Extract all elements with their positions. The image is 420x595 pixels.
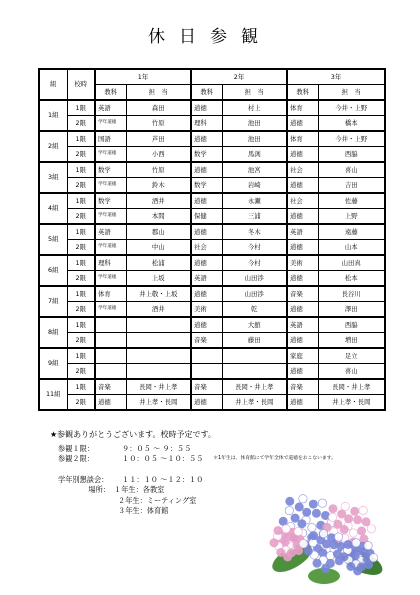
teacher-cell: 上坂 — [126, 271, 191, 287]
subject-cell: 道徳 — [191, 162, 222, 178]
teacher-cell: 池田 — [222, 116, 287, 132]
subject-cell: 美術 — [287, 255, 318, 271]
empty-cell — [126, 348, 191, 364]
table-row — [39, 379, 385, 395]
period-label: 1限 — [67, 348, 95, 364]
subject-cell: 学年道徳 — [95, 271, 126, 287]
subject-cell: 国語 — [95, 131, 126, 147]
teacher-cell: 鈴木 — [126, 178, 191, 194]
page-title: 休日参観 — [148, 27, 272, 47]
hydrangea-floret — [283, 553, 291, 561]
subject-cell: 美術 — [191, 302, 222, 318]
empty-cell — [126, 317, 191, 333]
header-tanto: 担 当 — [126, 85, 191, 101]
header-grade-1: 1年 — [95, 69, 191, 85]
teacher-cell: 森田 — [126, 100, 191, 116]
teacher-cell: 西脇 — [318, 147, 385, 163]
subject-cell: 道徳 — [191, 193, 222, 209]
subject-cell: 体育 — [287, 100, 318, 116]
table-row — [39, 333, 385, 349]
empty-cell — [95, 364, 126, 380]
teacher-cell: 山田渉 — [222, 286, 287, 302]
hydrangea-floret — [349, 529, 357, 537]
subject-cell: 道徳 — [287, 178, 318, 194]
hydrangea-floret — [285, 506, 293, 514]
teacher-cell: 長岡・井上孝 — [126, 379, 191, 395]
subject-cell: 学年道徳 — [95, 302, 126, 318]
teacher-cell: 郡山 — [126, 224, 191, 240]
teacher-cell: 西脇 — [318, 317, 385, 333]
subject-cell: 音楽 — [95, 379, 126, 395]
period-2-time: １０：０５ ～１０：５５ — [122, 454, 204, 463]
subject-cell: 社会 — [191, 240, 222, 256]
period-label: 2限 — [67, 178, 95, 194]
subject-cell: 理科 — [191, 116, 222, 132]
class-label: 5組 — [39, 224, 67, 255]
class-label: 2組 — [39, 131, 67, 162]
period-label: 1限 — [67, 317, 95, 333]
subject-cell: 道徳 — [287, 116, 318, 132]
hydrangea-floret — [369, 554, 377, 562]
table-row — [39, 162, 385, 178]
header-grade-2: 2年 — [191, 69, 287, 85]
empty-cell — [95, 333, 126, 349]
place-grade-1: １年生：各教室 — [114, 485, 165, 494]
teacher-cell: 橋本 — [318, 116, 385, 132]
subject-cell: 道徳 — [287, 240, 318, 256]
table-row — [39, 147, 385, 163]
teacher-cell: 三浦 — [222, 209, 287, 225]
teacher-cell: 小西 — [126, 147, 191, 163]
hydrangea-floret — [309, 531, 317, 539]
meeting-label: 学年別懇談会： — [58, 474, 109, 484]
teacher-cell: 本間 — [126, 209, 191, 225]
hydrangea-floret — [321, 564, 329, 572]
subject-cell: 学年道徳 — [95, 147, 126, 163]
teacher-cell: 喜山 — [318, 364, 385, 380]
subject-cell: 英語 — [191, 271, 222, 287]
teacher-cell: 長岡・井上孝 — [318, 379, 385, 395]
period-label: 1限 — [67, 379, 95, 395]
period-label: 1限 — [67, 193, 95, 209]
class-label: 1組 — [39, 100, 67, 131]
subject-cell: 英語 — [287, 224, 318, 240]
class-label: 6組 — [39, 255, 67, 286]
table-row — [39, 193, 385, 209]
subject-cell: 数学 — [95, 193, 126, 209]
table-row — [39, 131, 385, 147]
class-label: 11組 — [39, 379, 67, 410]
subject-cell: 道徳 — [191, 395, 222, 411]
hydrangea-floret — [319, 530, 327, 538]
place-grade-3: ３年生：体育館 — [118, 506, 169, 515]
hydrangea-floret — [364, 541, 372, 549]
hydrangea-floret — [274, 526, 282, 534]
subject-cell: 体育 — [95, 286, 126, 302]
hydrangea-floret — [303, 508, 311, 516]
teacher-cell: 増田 — [318, 333, 385, 349]
subject-cell: 学年道徳 — [95, 178, 126, 194]
header-kyoka: 教科 — [191, 85, 222, 101]
hydrangea-floret — [279, 517, 287, 525]
period-label: 1限 — [67, 162, 95, 178]
teacher-cell: 長岡・井上孝 — [222, 379, 287, 395]
teacher-cell: 池宮 — [222, 162, 287, 178]
teacher-cell: 喜山 — [318, 162, 385, 178]
teacher-cell: 長谷川 — [318, 286, 385, 302]
table-row — [39, 271, 385, 287]
hydrangea-floret — [341, 502, 349, 510]
hydrangea-floret — [291, 514, 299, 522]
teacher-cell: 澤田 — [318, 302, 385, 318]
subject-cell: 数学 — [95, 162, 126, 178]
hydrangea-floret — [359, 506, 367, 514]
subject-cell: 学年道徳 — [95, 209, 126, 225]
table-row — [39, 209, 385, 225]
hydrangea-floret — [308, 523, 316, 531]
hydrangea-floret — [313, 559, 321, 567]
hydrangea-floret — [340, 553, 348, 561]
empty-cell — [191, 364, 222, 380]
subject-cell: 道徳 — [287, 209, 318, 225]
class-label: 4組 — [39, 193, 67, 224]
subject-cell: 音楽 — [191, 333, 222, 349]
hydrangea-floret — [328, 513, 336, 521]
table-row — [39, 286, 385, 302]
subject-cell: 社会 — [287, 193, 318, 209]
header-koji: 校時 — [67, 69, 95, 100]
period-label: 2限 — [67, 395, 95, 411]
hydrangea-floret — [362, 518, 370, 526]
class-label: 8組 — [39, 317, 67, 348]
hydrangea-floret — [298, 520, 306, 528]
subject-cell: 道徳 — [95, 395, 126, 411]
hydrangea-floret — [334, 533, 342, 541]
table-row — [39, 302, 385, 318]
teacher-cell: 井上孝・長岡 — [318, 395, 385, 411]
teacher-cell: 芦田 — [126, 131, 191, 147]
period-label: 1限 — [67, 286, 95, 302]
teacher-cell: 遠藤 — [318, 224, 385, 240]
subject-cell: 道徳 — [191, 255, 222, 271]
hydrangea-illustration — [262, 480, 390, 588]
hydrangea-floret — [286, 497, 294, 505]
place-label: 場所： — [88, 485, 110, 494]
period-label: 2限 — [67, 333, 95, 349]
teacher-cell: 井上孝・長岡 — [126, 395, 191, 411]
hydrangea-floret — [304, 547, 312, 555]
hydrangea-floret — [344, 540, 352, 548]
subject-cell: 保健 — [191, 209, 222, 225]
subject-cell: 道徳 — [287, 395, 318, 411]
hydrangea-floret — [299, 495, 307, 503]
subject-cell: 社会 — [287, 162, 318, 178]
place-grade-2: ２年生：ミーティング室 — [118, 495, 197, 505]
teacher-cell: 冬木 — [222, 224, 287, 240]
subject-cell: 数学 — [191, 178, 222, 194]
subject-cell: 道徳 — [287, 364, 318, 380]
table-row — [39, 395, 385, 411]
class-label: 9組 — [39, 348, 67, 379]
hydrangea-floret — [352, 539, 360, 547]
hydrangea-floret — [312, 509, 320, 517]
table-row — [39, 224, 385, 240]
teacher-cell: 井上敬・上坂 — [126, 286, 191, 302]
table-row — [39, 178, 385, 194]
hydrangea-floret — [338, 510, 346, 518]
teacher-cell: 今井・上野 — [318, 100, 385, 116]
period-2-footnote: ＊1年生は、体育館にて学年全体で道徳をおこないます。 — [213, 456, 336, 461]
subject-cell: 道徳 — [191, 131, 222, 147]
teacher-cell: 山田渉 — [222, 271, 287, 287]
teacher-cell: 松本 — [318, 271, 385, 287]
hydrangea-floret — [309, 500, 317, 508]
teacher-cell: 酒井 — [126, 302, 191, 318]
empty-cell — [222, 348, 287, 364]
subject-cell: 英語 — [95, 100, 126, 116]
subject-cell: 音楽 — [287, 379, 318, 395]
teacher-cell: 乾 — [222, 302, 287, 318]
hydrangea-floret — [351, 507, 359, 515]
meeting-time: １１：１０ ～１２：１０ — [122, 474, 204, 484]
subject-cell: 道徳 — [287, 271, 318, 287]
header-kumi: 組 — [39, 69, 67, 100]
period-label: 1限 — [67, 224, 95, 240]
period-label: 2限 — [67, 240, 95, 256]
period-label: 2限 — [67, 364, 95, 380]
period-label: 2限 — [67, 302, 95, 318]
hydrangea-floret — [353, 567, 361, 575]
table-row — [39, 317, 385, 333]
header-kyoka: 教科 — [95, 85, 126, 101]
teacher-cell: 足立 — [318, 348, 385, 364]
teacher-cell: 村上 — [222, 100, 287, 116]
hydrangea-floret — [329, 505, 337, 513]
period-label: 2限 — [67, 147, 95, 163]
subject-cell: 英語 — [287, 317, 318, 333]
subject-cell: 英語 — [95, 224, 126, 240]
subject-cell: 学年道徳 — [95, 116, 126, 132]
hydrangea-floret — [318, 499, 326, 507]
header-grade-3: 3年 — [287, 69, 385, 85]
teacher-cell: 岩崎 — [222, 178, 287, 194]
subject-cell: 体育 — [287, 131, 318, 147]
table-row — [39, 255, 385, 271]
teacher-cell: 大舘 — [222, 317, 287, 333]
period-label: 2限 — [67, 209, 95, 225]
hydrangea-floret — [367, 525, 375, 533]
subject-cell: 道徳 — [191, 224, 222, 240]
period-1-label: 参観１限： — [58, 443, 94, 453]
teacher-cell: 佐藤 — [318, 193, 385, 209]
header-tanto: 担 当 — [222, 85, 287, 101]
class-label: 3組 — [39, 162, 67, 193]
teacher-cell: 中山 — [126, 240, 191, 256]
teacher-cell: 永瀬 — [222, 193, 287, 209]
schedule-body — [39, 100, 385, 410]
period-label: 1限 — [67, 100, 95, 116]
empty-cell — [222, 364, 287, 380]
hydrangea-floret — [294, 527, 302, 535]
table-row — [39, 100, 385, 116]
teacher-cell: 井上孝・長岡 — [222, 395, 287, 411]
teacher-cell: 藤田 — [222, 333, 287, 349]
hydrangea-floret — [357, 527, 365, 535]
period-1-time: ９：０５ ～ ９：５５ — [122, 443, 192, 453]
empty-cell — [126, 364, 191, 380]
schedule-table — [38, 68, 386, 411]
hydrangea-floret — [353, 516, 361, 524]
empty-cell — [95, 348, 126, 364]
header-tanto: 担 当 — [318, 85, 385, 101]
teacher-cell: 今井・上野 — [318, 131, 385, 147]
hydrangea-floret — [334, 520, 342, 528]
hydrangea-floret — [295, 503, 303, 511]
hydrangea-floret — [270, 539, 278, 547]
subject-cell: 道徳 — [191, 317, 222, 333]
table-row — [39, 240, 385, 256]
table-row — [39, 364, 385, 380]
subject-cell: 音楽 — [287, 286, 318, 302]
period-label: 2限 — [67, 271, 95, 287]
teacher-cell: 今村 — [222, 240, 287, 256]
notes-heading: ★参観ありがとうございます。校時予定です。 — [50, 430, 216, 439]
subject-cell: 理科 — [95, 255, 126, 271]
teacher-cell: 竹原 — [126, 162, 191, 178]
subject-cell: 道徳 — [287, 147, 318, 163]
subject-cell: 道徳 — [287, 333, 318, 349]
subject-cell: 道徳 — [287, 302, 318, 318]
header-kyoka: 教科 — [287, 85, 318, 101]
table-row — [39, 348, 385, 364]
hydrangea-floret — [299, 540, 307, 548]
subject-cell: 道徳 — [191, 100, 222, 116]
teacher-cell: 今村 — [222, 255, 287, 271]
period-label: 1限 — [67, 131, 95, 147]
teacher-cell: 池田 — [222, 131, 287, 147]
period-label: 2限 — [67, 116, 95, 132]
teacher-cell: 山本 — [318, 240, 385, 256]
subject-cell: 音楽 — [191, 379, 222, 395]
period-2-label: 参観２限： — [58, 454, 94, 463]
class-label: 7組 — [39, 286, 67, 317]
empty-cell — [191, 348, 222, 364]
subject-cell: 家庭 — [287, 348, 318, 364]
teacher-cell: 松浦 — [126, 255, 191, 271]
hydrangea-floret — [282, 525, 290, 533]
subject-cell: 道徳 — [191, 286, 222, 302]
subject-cell: 数学 — [191, 147, 222, 163]
teacher-cell: 酒井 — [126, 193, 191, 209]
empty-cell — [126, 333, 191, 349]
teacher-cell: 吉田 — [318, 178, 385, 194]
teacher-cell: 上野 — [318, 209, 385, 225]
teacher-cell: 馬渕 — [222, 147, 287, 163]
table-row — [39, 116, 385, 132]
teacher-cell: 山田真 — [318, 255, 385, 271]
teacher-cell: 竹原 — [126, 116, 191, 132]
period-label: 1限 — [67, 255, 95, 271]
empty-cell — [95, 317, 126, 333]
subject-cell: 学年道徳 — [95, 240, 126, 256]
